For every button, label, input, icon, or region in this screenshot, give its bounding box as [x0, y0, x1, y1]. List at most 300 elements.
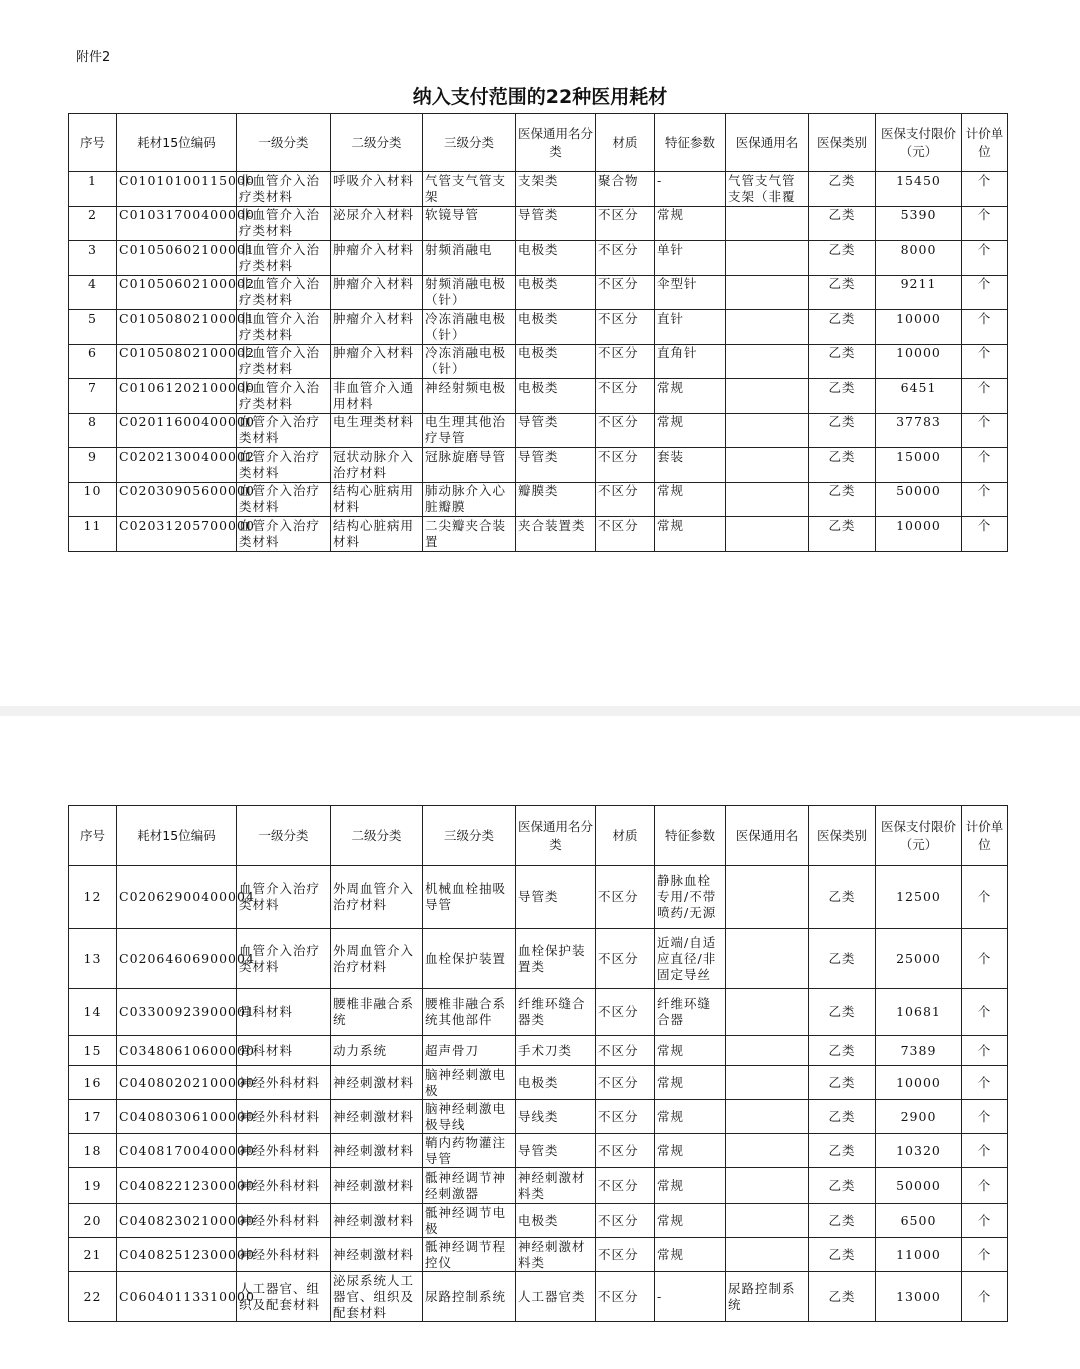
row-unit [962, 1168, 1008, 1204]
row-type [809, 448, 876, 483]
row-name [726, 1168, 809, 1204]
row-param-text: 单针 [657, 241, 685, 257]
row-level2-text: 肿瘤介入材料 [333, 241, 415, 257]
row-code-text: C01010100115000 [119, 172, 255, 188]
row-level1 [237, 1134, 331, 1168]
row-name-text [728, 380, 806, 412]
row-number [69, 1168, 117, 1204]
row-number-text: 22 [83, 1288, 102, 1304]
row-number-text: 5 [88, 310, 97, 326]
row-category [516, 275, 596, 310]
row-unit-text: 个 [977, 1074, 992, 1090]
row-number-text: 21 [83, 1246, 102, 1262]
row-name-text: 气管支气管支架（非覆 [728, 172, 796, 204]
row-param [655, 989, 726, 1036]
row-level1-text: 非血管介入治疗类材料 [239, 276, 321, 308]
row-param-text: 伞型针 [657, 276, 698, 292]
row-level3-text: 肺动脉介入心脏瓣膜 [425, 483, 507, 515]
row-price [876, 172, 962, 207]
row-type-text: 乙类 [828, 1108, 856, 1124]
row-level3-text: 冷冻消融电极（针） [425, 345, 507, 377]
row-param-text: 常规 [657, 1177, 685, 1193]
header-param: 特征参数 [655, 806, 726, 866]
row-material [596, 929, 655, 989]
row-unit [962, 1204, 1008, 1238]
row-level1-text: 神经外科材料 [239, 1246, 321, 1262]
row-unit [962, 379, 1008, 414]
row-code [117, 379, 255, 414]
row-material [596, 310, 655, 345]
row-unit [962, 1036, 1008, 1066]
row-code [117, 866, 255, 929]
header-level1: 一级分类 [237, 806, 331, 866]
row-code [117, 448, 255, 483]
row-category-text: 电极类 [518, 310, 559, 326]
row-material [596, 1272, 655, 1322]
header-material: 材质 [596, 114, 655, 172]
row-param [655, 344, 726, 379]
row-type [809, 379, 876, 414]
row-type-text: 乙类 [828, 1246, 856, 1262]
row-material-text: 不区分 [598, 1246, 639, 1262]
row-price [876, 517, 962, 552]
row-name-text [728, 276, 806, 308]
document-title: 纳入支付范围的22种医用耗材 [412, 86, 668, 108]
row-type [809, 344, 876, 379]
row-unit-text: 个 [977, 1142, 992, 1158]
row-category-text: 支架类 [518, 172, 559, 188]
row-type-text: 乙类 [828, 207, 856, 223]
row-price-text: 50000 [896, 1177, 941, 1193]
row-category [516, 1272, 596, 1322]
row-material-text: 不区分 [598, 1142, 639, 1158]
header-type: 医保类别 [809, 806, 876, 866]
table-row [69, 206, 1008, 241]
row-number [69, 310, 117, 345]
row-param [655, 482, 726, 517]
row-level2 [331, 379, 423, 414]
row-material-text: 不区分 [598, 1108, 639, 1124]
row-level3 [423, 344, 516, 379]
page-separator [0, 706, 1080, 716]
table-header-row [69, 114, 1008, 172]
row-code [117, 206, 255, 241]
row-material-text: 不区分 [598, 483, 639, 499]
row-unit [962, 1066, 1008, 1100]
row-param [655, 172, 726, 207]
row-category-text: 电极类 [518, 276, 559, 292]
row-category-text: 手术刀类 [518, 1042, 573, 1058]
row-material-text: 不区分 [598, 448, 639, 464]
row-level1 [237, 275, 331, 310]
row-level2 [331, 989, 423, 1036]
row-material-text: 不区分 [598, 310, 639, 326]
table-row [69, 1168, 1008, 1204]
row-level1 [237, 1204, 331, 1238]
row-unit-text: 个 [977, 1004, 992, 1019]
row-category [516, 379, 596, 414]
header-name: 医保通用名 [726, 806, 809, 866]
row-type-text: 乙类 [828, 414, 856, 430]
row-unit [962, 929, 1008, 989]
row-name [726, 1066, 809, 1100]
table-header-row [69, 806, 1008, 866]
row-price [876, 482, 962, 517]
row-number [69, 1066, 117, 1100]
row-number-text: 8 [88, 414, 97, 430]
row-level3-text: 骶神经调节电极 [425, 1204, 507, 1236]
row-level2-text: 泌尿介入材料 [333, 207, 415, 223]
table-row [69, 989, 1008, 1036]
row-name-text [728, 242, 806, 274]
row-material-text: 不区分 [598, 1004, 639, 1019]
row-level1-text: 非血管介入治疗类材料 [239, 207, 321, 239]
row-price [876, 1036, 962, 1066]
row-level3 [423, 517, 516, 552]
row-name [726, 1100, 809, 1134]
row-type-text: 乙类 [828, 950, 856, 966]
row-price [876, 1204, 962, 1238]
row-category-text: 导管类 [518, 1142, 559, 1158]
row-category-text: 纤维环缝合器类 [518, 996, 586, 1027]
row-code [117, 344, 255, 379]
row-code [117, 482, 255, 517]
row-level3 [423, 241, 516, 276]
row-material [596, 1100, 655, 1134]
row-name-text [728, 311, 806, 343]
row-level1 [237, 241, 331, 276]
row-number-text: 15 [83, 1042, 102, 1058]
row-code-text: C02062900400004 [119, 889, 255, 904]
row-level1-text: 神经外科材料 [239, 1212, 321, 1228]
row-name-text [728, 483, 806, 515]
header-no: 序号 [69, 114, 117, 172]
row-type-text: 乙类 [828, 1142, 856, 1158]
row-category [516, 517, 596, 552]
row-param [655, 1100, 726, 1134]
row-number [69, 344, 117, 379]
row-type [809, 275, 876, 310]
row-level3 [423, 1168, 516, 1204]
row-price-text: 12500 [896, 889, 941, 904]
row-unit [962, 866, 1008, 929]
row-unit-text: 个 [977, 1288, 992, 1304]
row-material-text: 不区分 [598, 889, 639, 904]
row-price-text: 9211 [900, 276, 937, 292]
row-level3 [423, 310, 516, 345]
row-type [809, 1036, 876, 1066]
row-category [516, 241, 596, 276]
row-level3-text: 二尖瓣夹合装置 [425, 517, 507, 549]
row-level3 [423, 172, 516, 207]
row-code [117, 1066, 255, 1100]
table-row [69, 1066, 1008, 1100]
row-material [596, 866, 655, 929]
row-type-text: 乙类 [828, 276, 856, 292]
row-category [516, 989, 596, 1036]
row-name [726, 344, 809, 379]
row-level3 [423, 866, 516, 929]
row-number [69, 1204, 117, 1238]
row-code-text: C03480610600000 [119, 1042, 255, 1058]
row-price [876, 379, 962, 414]
row-material-text: 不区分 [598, 1212, 639, 1228]
row-level1 [237, 517, 331, 552]
row-level2-text: 神经刺激材料 [333, 1246, 415, 1262]
row-param [655, 866, 726, 929]
row-name [726, 172, 809, 207]
row-level2 [331, 206, 423, 241]
row-level3-text: 腰椎非融合系统其他部件 [425, 996, 507, 1027]
row-level1 [237, 1066, 331, 1100]
row-level2 [331, 172, 423, 207]
row-level2-text: 外周血管介入治疗材料 [333, 881, 415, 912]
row-material-text: 不区分 [598, 517, 639, 533]
row-material [596, 517, 655, 552]
row-level1-text: 神经外科材料 [239, 1177, 321, 1193]
row-material [596, 1238, 655, 1272]
row-level2-text: 腰椎非融合系统 [333, 996, 415, 1027]
header-type: 医保类别 [809, 114, 876, 172]
row-code-text: C03300923900001 [119, 1004, 255, 1019]
row-category [516, 482, 596, 517]
row-level2-text: 神经刺激材料 [333, 1177, 415, 1193]
row-price-text: 10000 [896, 517, 941, 533]
row-level2 [331, 482, 423, 517]
row-level1-text: 非血管介入治疗类材料 [239, 345, 321, 377]
row-price-text: 15000 [896, 448, 941, 464]
header-level3: 三级分类 [423, 114, 516, 172]
row-level1 [237, 310, 331, 345]
header-code: 耗材15位编码 [117, 114, 237, 172]
row-param-text: 纤维环缝合器 [657, 996, 712, 1027]
row-code-text: C04082212300000 [119, 1177, 255, 1193]
row-level2-text: 肿瘤介入材料 [333, 345, 415, 361]
table-row [69, 379, 1008, 414]
row-material-text: 不区分 [598, 241, 639, 257]
row-code-text: C02030905600000 [119, 483, 255, 499]
row-number [69, 172, 117, 207]
table-row [69, 929, 1008, 989]
row-material [596, 413, 655, 448]
row-code [117, 929, 255, 989]
row-material [596, 1036, 655, 1066]
table-row [69, 1272, 1008, 1322]
row-level3-text: 脑神经刺激电极 [425, 1066, 507, 1098]
row-level2-text: 肿瘤介入材料 [333, 276, 415, 292]
row-unit [962, 241, 1008, 276]
row-level2-text: 泌尿系统人工器官、组织及配套材料 [333, 1272, 415, 1320]
row-material-text: 不区分 [598, 1288, 639, 1304]
row-material [596, 448, 655, 483]
row-code-text: C02011600400000 [119, 414, 255, 430]
row-price [876, 1066, 962, 1100]
row-unit-text: 个 [977, 414, 992, 430]
row-material-text: 不区分 [598, 414, 639, 430]
row-material [596, 206, 655, 241]
row-code [117, 1204, 255, 1238]
row-material [596, 482, 655, 517]
row-code [117, 1168, 255, 1204]
row-price-text: 15450 [896, 172, 941, 188]
row-code-text: C06040113310000 [119, 1288, 255, 1304]
row-unit-text: 个 [977, 379, 992, 395]
row-price [876, 1134, 962, 1168]
row-number-text: 10 [83, 483, 102, 499]
row-price [876, 344, 962, 379]
row-param-text: - [657, 1288, 663, 1304]
row-type-text: 乙类 [828, 1288, 856, 1304]
row-level1-text: 人工器官、组织及配套材料 [239, 1280, 321, 1312]
row-param [655, 1066, 726, 1100]
row-number-text: 9 [88, 448, 97, 464]
row-level3 [423, 275, 516, 310]
row-param [655, 448, 726, 483]
row-level1 [237, 172, 331, 207]
row-level2 [331, 1272, 423, 1322]
row-type [809, 172, 876, 207]
row-level3-text: 骶神经调节程控仪 [425, 1238, 507, 1270]
row-name [726, 206, 809, 241]
row-type-text: 乙类 [828, 241, 856, 257]
row-number-text: 17 [83, 1108, 102, 1124]
row-name-text [728, 449, 806, 481]
row-level3-text: 尿路控制系统 [425, 1288, 507, 1304]
row-level2-text: 外周血管介入治疗材料 [333, 942, 415, 974]
row-unit-text: 个 [977, 276, 992, 292]
row-category [516, 172, 596, 207]
row-material-text: 不区分 [598, 1042, 639, 1058]
row-param-text: 常规 [657, 1246, 685, 1262]
row-type-text: 乙类 [828, 379, 856, 395]
row-level2 [331, 1134, 423, 1168]
row-category-text: 导管类 [518, 889, 559, 904]
row-level2 [331, 1100, 423, 1134]
row-code-text: C01050802100002 [119, 345, 255, 361]
row-param [655, 206, 726, 241]
row-type-text: 乙类 [828, 483, 856, 499]
row-code [117, 413, 255, 448]
row-number [69, 1036, 117, 1066]
row-price-text: 5390 [900, 207, 937, 223]
row-param-text: 静脉血栓专用/不带喷药/无源 [657, 873, 717, 920]
row-number [69, 1238, 117, 1272]
row-code [117, 517, 255, 552]
row-number-text: 20 [83, 1212, 102, 1228]
row-material-text: 不区分 [598, 379, 639, 395]
row-param-text: 直角针 [657, 345, 698, 361]
row-unit [962, 275, 1008, 310]
row-level3-text: 骶神经调节神经刺激器 [425, 1169, 507, 1201]
row-type [809, 413, 876, 448]
row-unit-text: 个 [977, 172, 992, 188]
row-type [809, 1066, 876, 1100]
row-category-text: 夹合装置类 [518, 517, 586, 533]
row-param [655, 379, 726, 414]
header-level1: 一级分类 [237, 114, 331, 172]
row-type-text: 乙类 [828, 517, 856, 533]
row-level3-text: 射频消融电 [425, 241, 493, 257]
row-level2-text: 非血管介入通用材料 [333, 379, 415, 411]
header-price: 医保支付限价（元） [876, 114, 962, 172]
row-type [809, 241, 876, 276]
row-level1 [237, 413, 331, 448]
row-level2-text: 呼吸介入材料 [333, 172, 415, 188]
row-number-text: 13 [83, 950, 102, 966]
row-level3 [423, 1204, 516, 1238]
row-code [117, 1238, 255, 1272]
row-type [809, 929, 876, 989]
row-material-text: 不区分 [598, 1074, 639, 1090]
row-category [516, 310, 596, 345]
row-name [726, 1272, 809, 1322]
row-level2-text: 肿瘤介入材料 [333, 310, 415, 326]
row-level1-text: 血管介入治疗类材料 [239, 881, 321, 912]
row-level2-text: 冠状动脉介入治疗材料 [333, 448, 415, 480]
row-category-text: 血栓保护装置类 [518, 942, 586, 974]
row-number-text: 4 [88, 276, 97, 292]
row-type-text: 乙类 [828, 1042, 856, 1058]
row-category-text: 导管类 [518, 207, 559, 223]
row-number [69, 379, 117, 414]
row-param [655, 1168, 726, 1204]
row-category-text: 瓣膜类 [518, 483, 559, 499]
row-unit [962, 1134, 1008, 1168]
row-unit [962, 448, 1008, 483]
row-type-text: 乙类 [828, 1004, 856, 1019]
row-level1 [237, 1036, 331, 1066]
row-param-text: 常规 [657, 414, 685, 430]
row-level1-text: 非血管介入治疗类材料 [239, 241, 321, 273]
row-level2-text: 神经刺激材料 [333, 1074, 415, 1090]
row-level1 [237, 379, 331, 414]
row-price-text: 6451 [900, 379, 937, 395]
row-name-text [728, 207, 806, 239]
row-price-text: 10000 [896, 310, 941, 326]
row-number [69, 206, 117, 241]
row-price-text: 10320 [896, 1142, 941, 1158]
row-level3 [423, 1066, 516, 1100]
row-level2-text: 神经刺激材料 [333, 1212, 415, 1228]
row-unit [962, 482, 1008, 517]
row-type [809, 866, 876, 929]
row-category-text: 人工器官类 [518, 1288, 586, 1304]
row-number-text: 14 [83, 1004, 102, 1019]
row-level3-text: 超声骨刀 [425, 1042, 480, 1058]
table-row [69, 482, 1008, 517]
row-level3-text: 神经射频电极 [425, 379, 507, 395]
row-number-text: 11 [83, 517, 102, 533]
row-level1-text: 骨科材料 [239, 1042, 294, 1058]
row-name [726, 1036, 809, 1066]
row-unit [962, 344, 1008, 379]
row-category [516, 929, 596, 989]
row-type [809, 310, 876, 345]
row-type-text: 乙类 [828, 172, 856, 188]
header-level2: 二级分类 [331, 114, 423, 172]
row-code-text: C01031700400000 [119, 207, 255, 223]
table-row [69, 1036, 1008, 1066]
row-number-text: 19 [83, 1177, 102, 1193]
row-type-text: 乙类 [828, 448, 856, 464]
row-level2 [331, 1168, 423, 1204]
row-param-text: 近端/自适应直径/非固定导丝 [657, 934, 717, 982]
row-price-text: 25000 [896, 950, 941, 966]
row-category-text: 电极类 [518, 345, 559, 361]
row-level2-text: 电生理类材料 [333, 414, 415, 430]
header-price: 医保支付限价（元） [876, 806, 962, 866]
row-number [69, 275, 117, 310]
